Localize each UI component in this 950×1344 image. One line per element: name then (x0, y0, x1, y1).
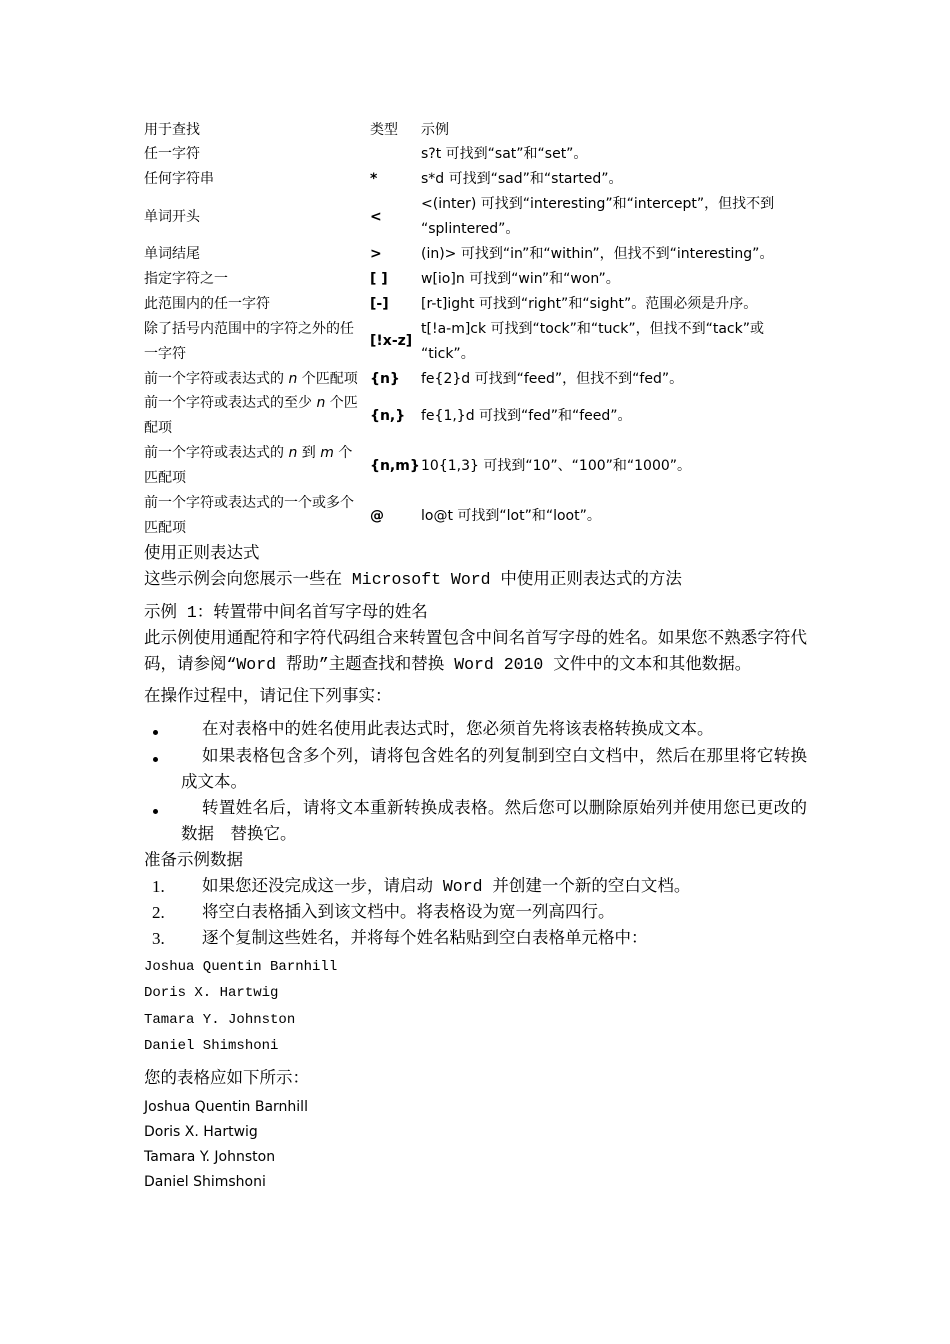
find-text: 匹配项 (144, 520, 186, 536)
regex-table (144, 118, 807, 541)
prepare-heading: 准备示例数据 (144, 850, 243, 870)
example-text: w[io]n 可找到“win”和“won”。 (421, 270, 620, 287)
find-text: 前一个字符或表达式的一个或多个 (144, 495, 354, 512)
regex-table-row (144, 391, 807, 441)
fact-text-line: 成文本。 (181, 772, 247, 792)
type-cell: {n,m} (370, 457, 420, 474)
variable-n: n (288, 445, 298, 462)
example-cell (421, 192, 801, 242)
result-table-cell: Tamara Y. Johnston (144, 1149, 276, 1166)
section-heading: 使用正则表达式 (144, 543, 260, 563)
result-table (144, 1095, 807, 1195)
example-description (144, 626, 807, 678)
find-cell (144, 167, 370, 192)
step-number: 1. (152, 876, 165, 896)
find-cell (144, 292, 370, 317)
find-text-segment: 到 (297, 445, 321, 462)
fact-text-line: 数据 替换它。 (181, 824, 297, 844)
example-cell (421, 167, 801, 192)
variable-n: n (288, 370, 298, 387)
table-should-look-text: 您的表格应如下所示： (144, 1068, 309, 1088)
find-cell (144, 317, 370, 367)
find-cell (144, 242, 370, 267)
bullet-icon (153, 730, 158, 735)
example-cell (421, 504, 801, 529)
find-text-segment: 前一个字符或表达式的 (144, 370, 289, 387)
example-cell (421, 142, 801, 167)
example-text: lo@t 可找到“lot”和“loot”。 (421, 507, 601, 524)
example-text: <(inter) 可找到“interesting”和“intercept”，但找不到 (421, 196, 775, 213)
find-text: 除了括号内范围中的字符之外的任 (144, 320, 354, 337)
example-title: 示例 1：转置带中间名首写字母的姓名 (144, 602, 428, 622)
find-text: 任何字符串 (144, 171, 214, 188)
find-cell (144, 142, 370, 167)
step-list-item (144, 926, 807, 952)
regex-table-row (144, 367, 807, 392)
type-cell: [-] (370, 295, 389, 312)
example-text: 10{1,3} 可找到“10”、“100”和“1000”。 (421, 457, 692, 474)
find-text: 配项 (144, 420, 172, 437)
example-text: fe{2}d 可找到“feed”，但找不到“fed”。 (421, 370, 684, 387)
fact-text-line: 转置姓名后，请将文本重新转换成表格。然后您可以删除原始列并使用您已更改的 (202, 798, 807, 818)
sample-name: Joshua Quentin Barnhill (144, 958, 338, 975)
facts-intro: 在操作过程中，请记住下列事实： (144, 686, 392, 706)
sample-name: Tamara Y. Johnston (144, 1011, 296, 1028)
sample-names-list (144, 954, 807, 1059)
find-cell (144, 367, 370, 392)
example-text: fe{1,}d 可找到“fed”和“feed”。 (421, 407, 632, 424)
example-text: (in)> 可找到“in”和“within”，但找不到“interesting”。 (421, 246, 774, 263)
example-text: “splintered”。 (421, 221, 520, 238)
find-cell (144, 391, 370, 441)
fact-list-item (181, 796, 807, 848)
regex-table-header-row (144, 118, 807, 143)
find-text: 单词结尾 (144, 246, 200, 263)
find-text (144, 441, 370, 466)
regex-table-row (144, 167, 807, 192)
type-cell: * (370, 171, 378, 188)
example-cell (421, 267, 801, 292)
sample-name: Daniel Shimshoni (144, 1037, 279, 1054)
intro-paragraph: 这些示例会向您展示一些在 Microsoft Word 中使用正则表达式的方法 (144, 569, 682, 589)
regex-table-row (144, 242, 807, 267)
find-text: 指定字符之一 (144, 270, 228, 287)
example-cell (421, 317, 801, 367)
fact-list-item (181, 744, 807, 796)
regex-table-row (144, 142, 807, 167)
fact-list-item (181, 717, 807, 743)
example-text: s?t 可找到“sat”和“set”。 (421, 146, 588, 163)
regex-table-row (144, 441, 807, 491)
type-cell: {n,} (370, 407, 406, 424)
find-text: 任一字符 (144, 146, 200, 163)
example-cell (421, 454, 801, 479)
regex-table-row (144, 292, 807, 317)
step-number: 3. (152, 928, 165, 948)
find-cell (144, 267, 370, 292)
find-text-segment: 个匹配项 (297, 370, 358, 387)
find-cell (144, 205, 370, 230)
result-table-cell: Joshua Quentin Barnhill (144, 1099, 308, 1116)
fact-text-line: 在对表格中的姓名使用此表达式时，您必须首先将该表格转换成文本。 (202, 719, 714, 739)
header-example: 示例 (421, 121, 449, 138)
regex-table-row (144, 317, 807, 367)
regex-table-row (144, 267, 807, 292)
find-text (144, 367, 370, 392)
paragraph-line: 码，请参阅“Word 帮助”主题查找和替换 Word 2010 文件中的文本和其他数据。 (144, 654, 752, 674)
type-cell: > (370, 246, 382, 263)
type-cell: @ (370, 507, 384, 524)
type-cell: {n} (370, 370, 400, 387)
regex-table-row (144, 192, 807, 242)
find-cell (144, 491, 370, 541)
step-list-item (144, 900, 807, 926)
find-text: 匹配项 (144, 470, 186, 487)
example-text: “tick”。 (421, 345, 475, 362)
sample-name: Doris X. Hartwig (144, 985, 279, 1002)
find-text (144, 391, 370, 416)
find-text-segment: 个匹 (325, 395, 358, 412)
find-text: 单词开头 (144, 208, 200, 225)
type-cell: < (370, 208, 382, 225)
variable-n: n (316, 395, 326, 412)
step-text: 将空白表格插入到该文档中。将表格设为宽一列高四行。 (202, 902, 615, 922)
find-text: 一字符 (144, 345, 186, 362)
example-cell (421, 292, 801, 317)
result-table-cell: Doris X. Hartwig (144, 1124, 258, 1141)
find-text-segment: 前一个字符或表达式的至少 (144, 395, 317, 412)
variable-m: m (320, 445, 334, 462)
example-cell (421, 242, 801, 267)
find-text-segment: 前一个字符或表达式的 (144, 445, 289, 462)
regex-table-row (144, 491, 807, 541)
type-cell: [ ] (370, 270, 388, 287)
header-find: 用于查找 (144, 121, 200, 138)
bullet-icon (153, 757, 158, 762)
find-cell (144, 441, 370, 491)
find-text: 此范围内的任一字符 (144, 295, 270, 312)
find-text-segment: 个 (333, 445, 353, 462)
type-cell: [!x-z] (370, 333, 413, 350)
example-text: s*d 可找到“sad”和“started”。 (421, 171, 623, 188)
step-text: 逐个复制这些姓名，并将每个姓名粘贴到空白表格单元格中： (202, 928, 648, 948)
document-content (144, 118, 807, 1196)
example-cell (421, 367, 801, 392)
step-text: 如果您还没完成这一步，请启动 Word 并创建一个新的空白文档。 (202, 876, 691, 896)
example-cell (421, 404, 801, 429)
header-type: 类型 (370, 121, 398, 138)
step-list-item (144, 874, 807, 900)
fact-text-line: 如果表格包含多个列，请将包含姓名的列复制到空白文档中，然后在那里将它转换 (202, 746, 807, 766)
example-text: [r-t]ight 可找到“right”和“sight”。范围必须是升序。 (421, 295, 758, 312)
article-body (144, 541, 807, 1195)
bullet-icon (153, 809, 158, 814)
example-text: t[!a-m]ck 可找到“tock”和“tuck”，但找不到“tack”或 (421, 320, 764, 337)
result-table-cell: Daniel Shimshoni (144, 1174, 266, 1191)
step-number: 2. (152, 902, 165, 922)
paragraph-line: 此示例使用通配符和字符代码组合来转置包含中间名首写字母的姓名。如果您不熟悉字符代 (144, 628, 807, 648)
